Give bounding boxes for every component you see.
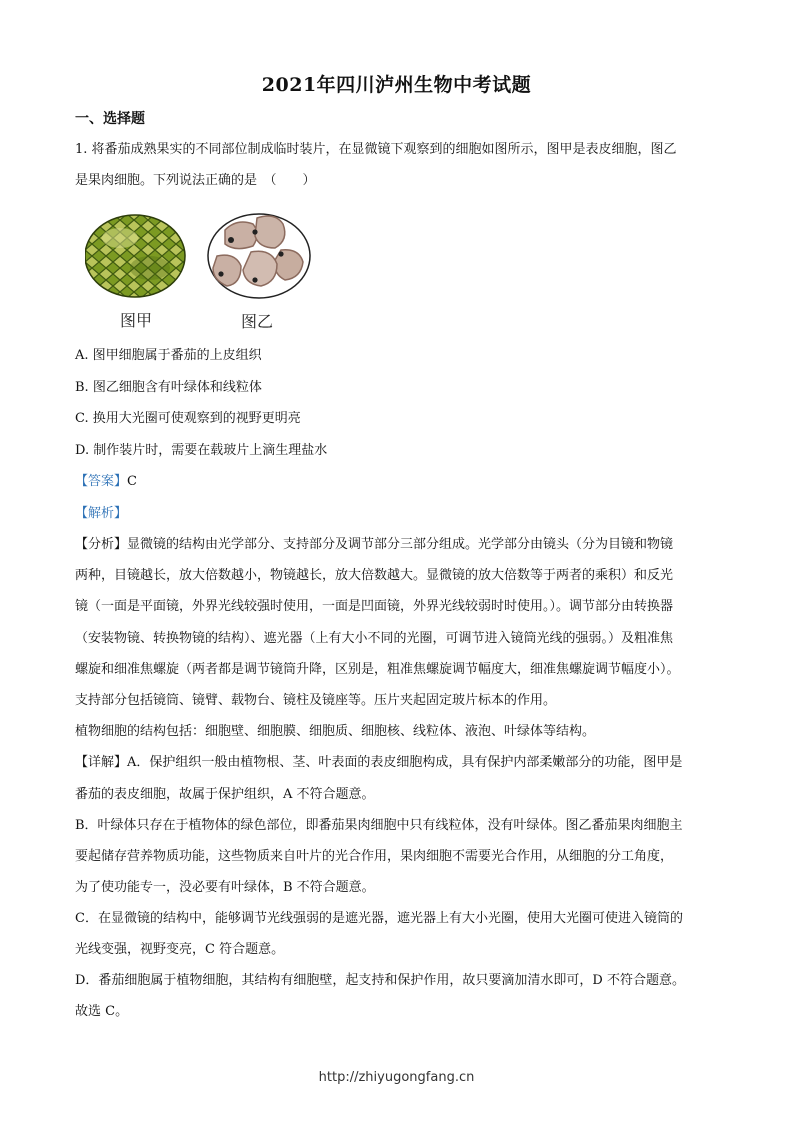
analysis-heading: 【解析】 [75,506,128,521]
detail-line: B．叶绿体只存在于植物体的绿色部位，即番茄果肉细胞中只有线粒体，没有叶绿体。图乙番茄果肉细胞主 [75,818,683,833]
detail-line: 故选 C。 [75,1004,129,1019]
analysis-line: 镜（一面是平面镜，外界光线较强时使用，一面是凹面镜，外界光线较弱时时使用。）。调节部分由转换器 [75,599,674,614]
analysis-tag: 【分析】 [75,537,128,552]
detail-line: 要起储存营养物质功能，这些物质来自叶片的光合作用，果肉细胞不需要光合作用，从细胞的分工角度， [75,849,674,864]
epidermis-view [85,208,185,308]
footer-url: http://zhiyugongfang.cn [318,1070,475,1085]
analysis-line: 支持部分包括镜筒、镜臂、载物台、镜柱及镜座等。压片夹起固定玻片标本的作用。 [75,693,557,708]
answer-line [75,473,725,491]
detail-line [75,754,725,772]
flesh-view [208,214,310,298]
page-title: 2021年四川泸州生物中考试题 [261,74,532,96]
detail-line: 番茄的表皮细胞，故属于保护组织，A 不符合题意。 [75,787,375,802]
option-d: D. 制作装片时，需要在载玻片上滴生理盐水 [75,443,328,458]
analysis-line: 植物细胞的结构包括：细胞壁、细胞膜、细胞质、细胞核、线粒体、液泡、叶绿体等结构。 [75,724,596,739]
figure-label-b: 图乙 [241,312,274,331]
microscope-images [85,208,325,308]
option-c: C. 换用大光圈可使观察到的视野更明亮 [75,411,301,426]
detail-line: D．番茄细胞属于植物细胞，其结构有细胞壁，起支持和保护作用，故只要滴加清水即可，D 不符合题意。 [75,973,685,988]
question-line-2: 是果肉细胞。下列说法正确的是 （ ） [75,173,316,188]
microscope-figure [85,208,325,333]
analysis-line: 螺旋和细准焦螺旋（两者都是调节镜筒升降，区别是，粗准焦螺旋调节幅度大，细准焦螺旋调节幅度小）。 [75,662,680,677]
analysis-line [75,536,725,554]
detail-text: A．保护组织一般由植物根、茎、叶表面的表皮细胞构成，具有保护内部柔嫩部分的功能，图甲是 [127,755,683,770]
detail-tag: 【详解】 [75,755,128,770]
question-line-1: 1. 将番茄成熟果实的不同部位制成临时装片，在显微镜下观察到的细胞如图所示，图甲是表皮细胞，图乙 [75,142,677,157]
answer-value: C [127,474,137,489]
figure-label-a: 图甲 [120,311,153,330]
analysis-line: （安装物镜、转换物镜的结构）、遮光器（上有大小不同的光圈，可调节进入镜筒光线的强弱。）及粗准焦 [75,631,674,646]
analysis-text: 显微镜的结构由光学部分、支持部分及调节部分三部分组成。光学部分由镜头（分为目镜和物镜 [127,537,674,552]
option-b: B. 图乙细胞含有叶绿体和线粒体 [75,380,262,395]
analysis-line: 两种，目镜越长，放大倍数越小，物镜越长，放大倍数越大。显微镜的放大倍数等于两者的乘积）和反光 [75,568,674,583]
answer-tag: 【答案】 [75,474,128,489]
detail-line: C．在显微镜的结构中，能够调节光线强弱的是遮光器，遮光器上有大小光圈，使用大光圈可使进入镜筒的 [75,911,683,926]
option-a: A. 图甲细胞属于番茄的上皮组织 [75,348,262,363]
detail-line: 为了使功能专一，没必要有叶绿体，B 不符合题意。 [75,880,375,895]
section-heading: 一、选择题 [75,111,145,127]
detail-line: 光线变强，视野变亮，C 符合题意。 [75,942,285,957]
